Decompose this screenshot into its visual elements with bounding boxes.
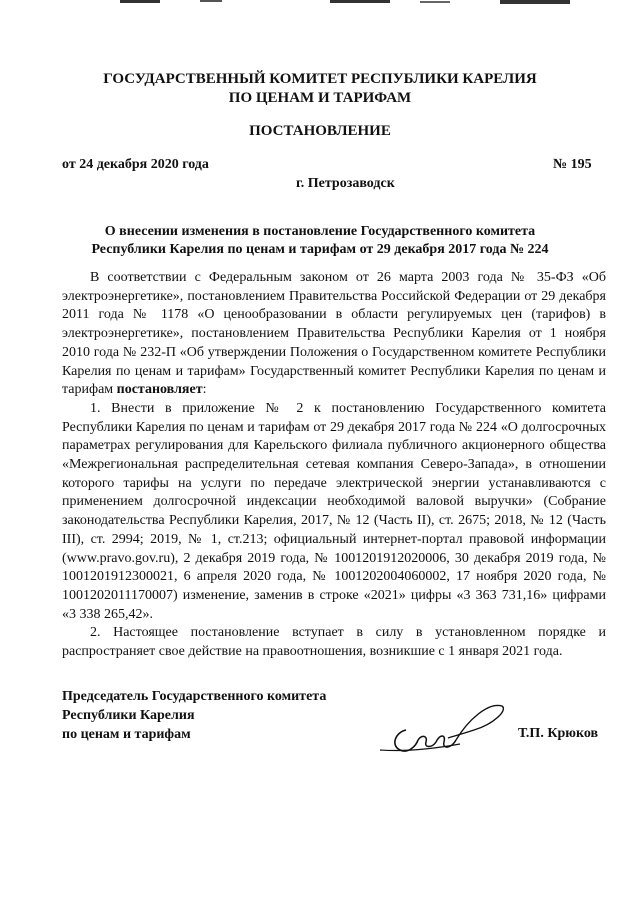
subject-line2: Республики Карелия по ценам и тарифам от 29 декабря 2017 года № 224	[91, 242, 549, 257]
handwritten-signature	[378, 690, 508, 760]
intro-text: В соответствии с Федеральным законом от 26 марта 2003 года № 35-ФЗ «Об электроэнергетике», постановлением Правительства Российской Федерации от 29 декабря 2011 года № 1178 «О ценообразовании в области регулируемых цен (тарифов) в электроэнергетике», постановлением Правительства Республики Карелия от 1 ноября 2010 года № 232-П «Об утверждении Положения о Государственном комитете Республики Карелия по ценам и тарифам» Государственный комитет Республики Карелия по ценам и тарифам	[62, 270, 606, 398]
document-city: г. Петрозаводск	[296, 176, 395, 191]
committee-name-line2: ПО ЦЕНАМ И ТАРИФАМ	[228, 90, 412, 106]
document-type: ПОСТАНОВЛЕНИЕ	[249, 123, 391, 139]
signatory-title-line3: по ценам и тарифам	[62, 727, 191, 742]
signatory-title-line2: Республики Карелия	[62, 708, 195, 723]
signatory-title-line1: Председатель Государственного комитета	[62, 689, 327, 704]
item-2-paragraph: 2. Настоящее постановление вступает в силу в установленном порядке и распространяет свое действие на правоотношения, возникшие с 1 января 2021 года.	[62, 625, 606, 660]
document-body	[62, 269, 606, 662]
scan-edge-artifact	[0, 0, 640, 8]
document-date: от 24 декабря 2020 года	[62, 157, 209, 172]
subject-line1: О внесении изменения в постановление Государственного комитета	[104, 224, 536, 239]
intro-colon: :	[202, 382, 207, 398]
intro-paragraph	[62, 269, 606, 400]
signatory-title	[62, 687, 326, 744]
intro-decision-word: постановляет	[116, 382, 203, 398]
signatory-name: Т.П. Крюков	[518, 726, 599, 741]
item-1-paragraph: 1. Внести в приложение № 2 к постановлению Государственного комитета Республики Карелия по ценам и тарифам от 29 декабря 2017 года № 224 «О долгосрочных параметрах регулирования для Карельского филиала публичного акционерного общества «Межрегиональная распределительная сетевая компания Северо-Запада», в отношении которого тарифы на услуги по передаче электрической энергии устанавливаются с применением долгосрочной индексации необходимой валовой выручки» (Собрание законодательства Республики Карелия, 2017, № 12 (Часть II), ст. 2675; 2018, № 12 (Часть III), ст. 2994; 2019, № 1, ст.213; официальный интернет-портал правовой информации (www.pravo.gov.ru), 2 декабря 2019 года, № 1001201912020006, 30 декабря 2019 года, № 1001201912300021, 6 апреля 2020 года, № 1001202004060002, 17 ноября 2020 года, № 1001202011170007) изменение, заменив в строке «2021» цифры «3 363 731,16» цифрами «3 338 265,42».	[62, 400, 606, 622]
document-number: № 195	[553, 157, 592, 172]
committee-name-line1: ГОСУДАРСТВЕННЫЙ КОМИТЕТ РЕСПУБЛИКИ КАРЕЛИЯ	[103, 71, 537, 87]
